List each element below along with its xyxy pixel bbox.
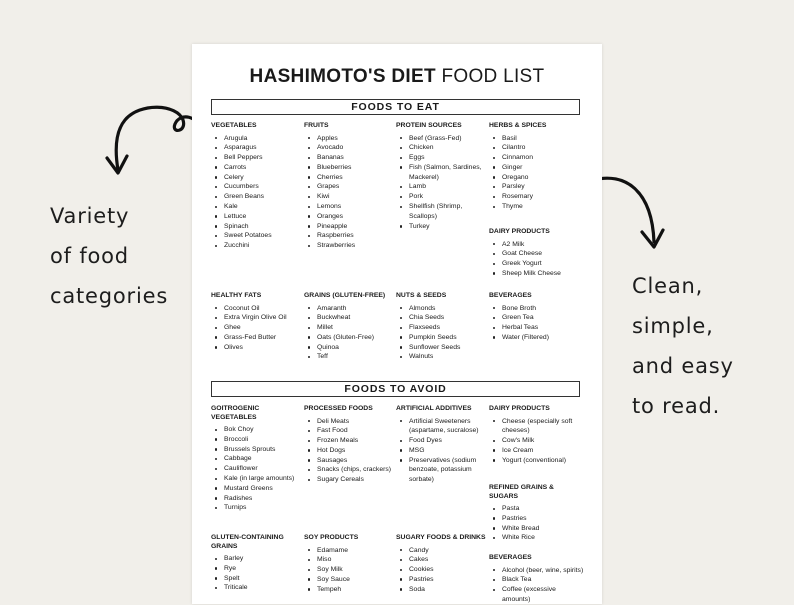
category-heading: GLUTEN-CONTAINING GRAINS — [211, 534, 284, 550]
food-item: Sweet Potatoes — [211, 231, 306, 241]
food-item: Avocado — [304, 143, 399, 153]
food-item: Artificial Sweeteners (aspartame, sucralose) — [396, 417, 491, 437]
food-item: Bell Peppers — [211, 153, 306, 163]
food-item: Spinach — [211, 222, 306, 232]
food-item: Beef (Grass-Fed) — [396, 134, 491, 144]
food-item: Miso — [304, 555, 399, 565]
food-item: Rosemary — [489, 192, 584, 202]
food-item: Cookies — [396, 565, 491, 575]
food-list — [396, 546, 491, 595]
eat-category — [211, 292, 306, 352]
food-item: Cherries — [304, 173, 399, 183]
food-item: Deli Meats — [304, 417, 399, 427]
food-item: White Rice — [489, 533, 584, 543]
caption-line: Clean, — [632, 274, 704, 298]
avoid-category — [304, 405, 399, 485]
food-item: Rye — [211, 564, 306, 574]
food-item: Food Dyes — [396, 436, 491, 446]
food-item: Extra Virgin Olive Oil — [211, 313, 306, 323]
food-item: Ginger — [489, 163, 584, 173]
food-item: Coffee (excessive amounts) — [489, 585, 584, 605]
food-item: Oats (Gluten-Free) — [304, 333, 399, 343]
category-heading: NUTS & SEEDS — [396, 292, 447, 299]
food-item: Brussels Sprouts — [211, 445, 306, 455]
avoid-category — [396, 534, 491, 594]
food-item: Cilantro — [489, 143, 584, 153]
food-item: Green Beans — [211, 192, 306, 202]
page-title — [192, 66, 602, 88]
food-item: Ice Cream — [489, 446, 584, 456]
food-item: Bananas — [304, 153, 399, 163]
food-item: Radishes — [211, 494, 306, 504]
food-item: Sausages — [304, 456, 399, 466]
food-item: Snacks (chips, crackers) — [304, 465, 399, 475]
avoid-category — [489, 554, 584, 605]
food-item: Turnips — [211, 503, 306, 513]
caption-line: categories — [50, 284, 169, 308]
food-list — [304, 546, 399, 595]
food-item: Broccoli — [211, 435, 306, 445]
food-item: Candy — [396, 546, 491, 556]
category-heading: PROCESSED FOODS — [304, 405, 373, 412]
food-item: Pumpkin Seeds — [396, 333, 491, 343]
food-item: Millet — [304, 323, 399, 333]
food-item: Water (Filtered) — [489, 333, 584, 343]
food-item: Bok Choy — [211, 425, 306, 435]
eat-category — [489, 292, 584, 343]
food-item: Pasta — [489, 504, 584, 514]
food-item: Tempeh — [304, 585, 399, 595]
category-heading: GRAINS (GLUTEN-FREE) — [304, 292, 386, 299]
food-item: Sheep Milk Cheese — [489, 269, 584, 279]
food-item: Asparagus — [211, 143, 306, 153]
caption-line: and easy — [632, 354, 734, 378]
food-item: Raspberries — [304, 231, 399, 241]
food-item: Fish (Salmon, Sardines, Mackerel) — [396, 163, 491, 183]
food-list — [304, 304, 399, 363]
food-item: Triticale — [211, 583, 306, 593]
food-item: Soy Milk — [304, 565, 399, 575]
food-item: Turkey — [396, 222, 491, 232]
avoid-category — [211, 534, 306, 593]
food-item: Grass-Fed Butter — [211, 333, 306, 343]
food-item: Quinoa — [304, 343, 399, 353]
category-heading: SOY PRODUCTS — [304, 534, 359, 541]
food-list — [489, 304, 584, 343]
food-list — [211, 425, 306, 513]
food-item: Cucumbers — [211, 182, 306, 192]
food-item: Goat Cheese — [489, 249, 584, 259]
category-heading: HERBS & SPICES — [489, 122, 547, 129]
food-item: Olives — [211, 343, 306, 353]
food-item: Mustard Greens — [211, 484, 306, 494]
food-list — [304, 134, 399, 252]
food-item: Green Tea — [489, 313, 584, 323]
category-heading: SUGARY FOODS & DRINKS — [396, 534, 486, 541]
caption-line: simple, — [632, 314, 714, 338]
food-list — [211, 134, 306, 252]
food-item: Flaxseeds — [396, 323, 491, 333]
food-item: Pastries — [489, 514, 584, 524]
category-heading: ARTIFICIAL ADDITIVES — [396, 405, 472, 412]
food-item: Blueberries — [304, 163, 399, 173]
food-item: Cakes — [396, 555, 491, 565]
food-item: Sugary Cereals — [304, 475, 399, 485]
food-item: Kiwi — [304, 192, 399, 202]
eat-category — [396, 122, 491, 231]
food-item: Carrots — [211, 163, 306, 173]
food-list — [304, 417, 399, 486]
food-item: Basil — [489, 134, 584, 144]
food-list — [396, 304, 491, 363]
food-item: Sunflower Seeds — [396, 343, 491, 353]
food-item: Parsley — [489, 182, 584, 192]
avoid-category — [211, 405, 306, 513]
food-list — [489, 566, 584, 605]
food-item: Edamame — [304, 546, 399, 556]
food-item: Lemons — [304, 202, 399, 212]
food-item: Hot Dogs — [304, 446, 399, 456]
food-item: Pineapple — [304, 222, 399, 232]
eat-category — [304, 292, 399, 362]
category-heading: FRUITS — [304, 122, 329, 129]
food-item: Zucchini — [211, 241, 306, 251]
avoid-category — [489, 484, 584, 543]
food-item: Oranges — [304, 212, 399, 222]
category-heading: BEVERAGES — [489, 554, 532, 561]
food-item: Grapes — [304, 182, 399, 192]
category-heading: PROTEIN SOURCES — [396, 122, 462, 129]
food-item: Lettuce — [211, 212, 306, 222]
food-item: Oregano — [489, 173, 584, 183]
food-item: Frozen Meals — [304, 436, 399, 446]
foods-to-avoid-header: FOODS TO AVOID — [211, 381, 580, 397]
food-item: Cinnamon — [489, 153, 584, 163]
food-item: Thyme — [489, 202, 584, 212]
title-light: FOOD LIST — [441, 66, 545, 87]
food-list — [211, 554, 306, 593]
food-list — [489, 240, 584, 279]
food-item: MSG — [396, 446, 491, 456]
food-list-sheet — [192, 44, 602, 604]
food-item: Herbal Teas — [489, 323, 584, 333]
food-item: Walnuts — [396, 352, 491, 362]
category-heading: DAIRY PRODUCTS — [489, 228, 550, 235]
eat-category — [489, 122, 584, 212]
food-item: Fast Food — [304, 426, 399, 436]
food-item: Celery — [211, 173, 306, 183]
food-item: Pastries — [396, 575, 491, 585]
food-item: Soda — [396, 585, 491, 595]
eat-category — [396, 292, 491, 362]
category-heading: GOITROGENIC VEGETABLES — [211, 405, 260, 421]
food-item: Preservatives (sodium benzoate, potassium sorbate) — [396, 456, 491, 485]
food-item: Spelt — [211, 574, 306, 584]
food-list — [396, 134, 491, 232]
eat-category — [211, 122, 306, 251]
food-list — [396, 417, 491, 486]
food-item: Cow's Milk — [489, 436, 584, 446]
food-item: Kale (in large amounts) — [211, 474, 306, 484]
food-item: White Bread — [489, 524, 584, 534]
food-list — [489, 417, 584, 466]
left-caption — [50, 196, 168, 316]
food-item: Greek Yogurt — [489, 259, 584, 269]
category-heading: BEVERAGES — [489, 292, 532, 299]
food-item: Black Tea — [489, 575, 584, 585]
food-item: Pork — [396, 192, 491, 202]
food-item: Yogurt (conventional) — [489, 456, 584, 466]
caption-line: of food — [50, 244, 129, 268]
category-heading: VEGETABLES — [211, 122, 257, 129]
caption-line: Variety — [50, 204, 130, 228]
food-list — [489, 504, 584, 543]
curved-arrow-right-icon — [590, 172, 670, 257]
food-item: Teff — [304, 352, 399, 362]
avoid-category — [304, 534, 399, 594]
food-item: Coconut Oil — [211, 304, 306, 314]
food-item: Arugula — [211, 134, 306, 144]
eat-category — [304, 122, 399, 251]
food-item: Strawberries — [304, 241, 399, 251]
category-heading: DAIRY PRODUCTS — [489, 405, 550, 412]
food-item: A2 Milk — [489, 240, 584, 250]
food-item: Buckwheat — [304, 313, 399, 323]
food-item: Cauliflower — [211, 464, 306, 474]
food-item: Bone Broth — [489, 304, 584, 314]
food-item: Eggs — [396, 153, 491, 163]
food-list — [211, 304, 306, 353]
food-item: Almonds — [396, 304, 491, 314]
food-item: Barley — [211, 554, 306, 564]
food-item: Cabbage — [211, 454, 306, 464]
food-item: Alcohol (beer, wine, spirits) — [489, 566, 584, 576]
food-item: Lamb — [396, 182, 491, 192]
foods-to-eat-header: FOODS TO EAT — [211, 99, 580, 115]
right-caption — [632, 266, 734, 426]
food-item: Shellfish (Shrimp, Scallops) — [396, 202, 491, 222]
eat-category — [489, 228, 584, 279]
food-item: Kale — [211, 202, 306, 212]
category-heading: HEALTHY FATS — [211, 292, 262, 299]
food-item: Chicken — [396, 143, 491, 153]
food-item: Amaranth — [304, 304, 399, 314]
food-item: Apples — [304, 134, 399, 144]
caption-line: to read. — [632, 394, 721, 418]
food-item: Soy Sauce — [304, 575, 399, 585]
title-bold: HASHIMOTO'S DIET — [249, 66, 436, 87]
avoid-category — [489, 405, 584, 465]
food-item: Chia Seeds — [396, 313, 491, 323]
curly-arrow-left-icon — [95, 100, 205, 185]
food-list — [489, 134, 584, 212]
avoid-category — [396, 405, 491, 485]
food-item: Ghee — [211, 323, 306, 333]
category-heading: REFINED GRAINS & SUGARS — [489, 484, 554, 500]
food-item: Cheese (especially soft cheeses) — [489, 417, 584, 437]
